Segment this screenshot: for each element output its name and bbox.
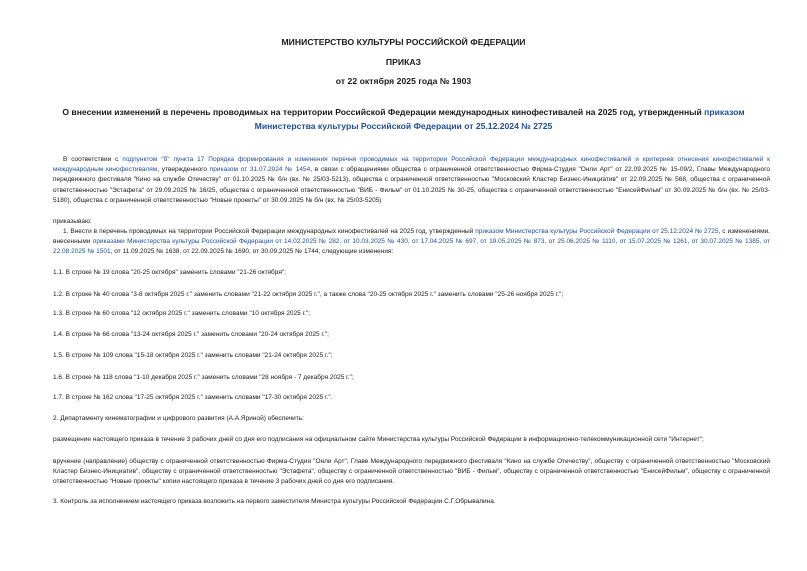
subitem-1-1: 1.1. В строке № 19 слова "20-25 октября" заменить словами "21-26 октября"; <box>53 269 286 276</box>
item-2-paragraph: 2. Департаменту кинематографии и цифрового развития (А.А.Яриной) обеспечить: <box>53 415 304 422</box>
doc-type-heading: ПРИКАЗ <box>385 57 422 67</box>
item-1-order-link[interactable]: приказом Министерства культуры Российской Федерации от 25.12.2024 № 2725 <box>475 228 719 235</box>
preamble-order-link[interactable]: приказом от 31.07.2024 № 1454 <box>209 166 311 174</box>
item-2-a-paragraph: размещение настоящего приказа в течение 3 рабочих дней со дня его подписания на официальном сайте Министерства культуры Российской Федерации в информационно-телекоммуникационной сети "Интернет"; <box>53 436 704 443</box>
title-text: О внесении изменений в перечень проводимых на территории Российской Федерации международных кинофестивалей на 2025 год, утвержденный <box>62 107 705 117</box>
preamble-text-1: В соответствии с <box>63 156 123 163</box>
preamble-paragraph <box>53 155 770 206</box>
document-title <box>40 105 767 133</box>
order-word: приказываю: <box>53 218 92 225</box>
item-1-amend-orders-link[interactable]: приказами Министерства культуры Российской Федерации от 14.02.2025 № 282, от 10.03.2025 № 430, от 17.04.2025 № 697, от 19.05.2025 № 873, от 25.06.2025 № 1110, от 15.07.2025 № 1261, от 30.07.2025 № 1385, от 22.08.2025 № 1501 <box>53 238 771 256</box>
ministry-heading: МИНИСТЕРСТВО КУЛЬТУРЫ РОССИЙСКОЙ ФЕДЕРАЦИИ <box>281 37 526 47</box>
item-1-text-3: , от 11.09.2025 № 1638, от 22.09.2025 № 1690, от 30.09.2025 № 1744, следующие изменения: <box>110 248 394 256</box>
title-order-link[interactable]: приказом Министерства культуры Российской Федерации от 25.12.2024 № 2725 <box>254 107 745 131</box>
item-1-text-1: 1. Внести в перечень проводимых на территории Российской Федерации международных кинофестивалей на 2025 год, утвержденный <box>63 228 476 235</box>
subitem-1-2: 1.2. В строке № 40 слова "3-8 октября 2025 г." заменить словами "21-22 октября 2025 г.", а также слова "20-25 октября 2025 г." заменить словами "25-26 ноября 2025 г."; <box>53 291 564 298</box>
item-1-paragraph <box>53 227 770 258</box>
subitem-1-5: 1.5. В строке № 109 слова "15-18 октября 2025 г." заменить словами "21-24 октября 2025 г."; <box>53 352 333 359</box>
preamble-text-3: , в связи с обращениями общества с ограниченной ответственностью Фирма-Студия "Онли Арт" от 22.09.2025 № 15-09/2, Главы Международного передвижного фестиваля "Кино на службе Отечеству" от 01.10.2025 № б/н (вх. № 25/03-5213), общества с ограниченной ответственностью "Московский Кластер Бизнес-Инициатив" от 22.09.2025 № 568, общества с ограниченной ответственностью "Эстафета" от 29.09.2025 № 16/25, общества с ограниченной ответственностью "ВИБ - Фильм" от 01.10.2025 № 30-25, общества с ограниченной ответственностью "ЕнисейФильм" от 30.09.2025 № б/н (вх. № 25/03-5180), общества с ограниченной ответственностью "Новые проекты" от 30.09.2025 № б/н (вх. № 25/03-5205) <box>53 166 770 204</box>
item-3-paragraph: 3. Контроль за исполнением настоящего приказа возложить на первого заместителя Министра культуры Российской Федерации С.Г.Обрывалина. <box>53 498 496 505</box>
subitem-1-7: 1.7. В строке № 162 слова "17-25 октября 2025 г." заменить словами "17-30 октября 2025 г.". <box>53 394 333 401</box>
item-2-b-paragraph: вручение (направление) обществу с ограниченной ответственностью Фирма-Студия "Онли Арт", Главе Международного передвижного фестиваля "Кино на службе Отечеству", обществу с ограниченной ответственностью "Московский Кластер Бизнес-Инициатив", обществу с ограниченной ответственностью "Эстафета", обществу с ограниченной ответственностью "ВИБ - Фильм", обществу с ограниченной ответственностью "ЕнисейФильм", обществу с ограниченной ответственностью "Новые проекты" копии настоящего приказа в течение 3 рабочих дней со дня его подписания. <box>53 458 770 486</box>
subitem-1-3: 1.3. В строке № 60 слова "12 октября 2025 г." заменить словами "10 октября 2025 г."; <box>53 310 311 317</box>
item-1-text-2: , с изменениями, внесенными <box>53 228 770 246</box>
subitem-1-4: 1.4. В строке № 66 слова "13-24 октября 2025 г." заменить словами "20-24 октября 2025 г."; <box>53 331 329 338</box>
preamble-subclause-link[interactable]: подпунктом "б" пункта 17 Порядка формирования и изменения перечня проводимых на территории Российской Федерации международных кинофестивалей и критериев отнесения кинофестивалей к международным кинофестивалям <box>53 156 770 174</box>
subitem-1-6: 1.6. В строке № 118 слова "1-10 декабря 2025 г." заменить словами "28 ноября - 7 декабря 2025 г."; <box>53 374 354 381</box>
preamble-text-2: , утвержденного <box>157 166 210 174</box>
date-number-heading: от 22 октября 2025 года № 1903 <box>335 76 472 86</box>
